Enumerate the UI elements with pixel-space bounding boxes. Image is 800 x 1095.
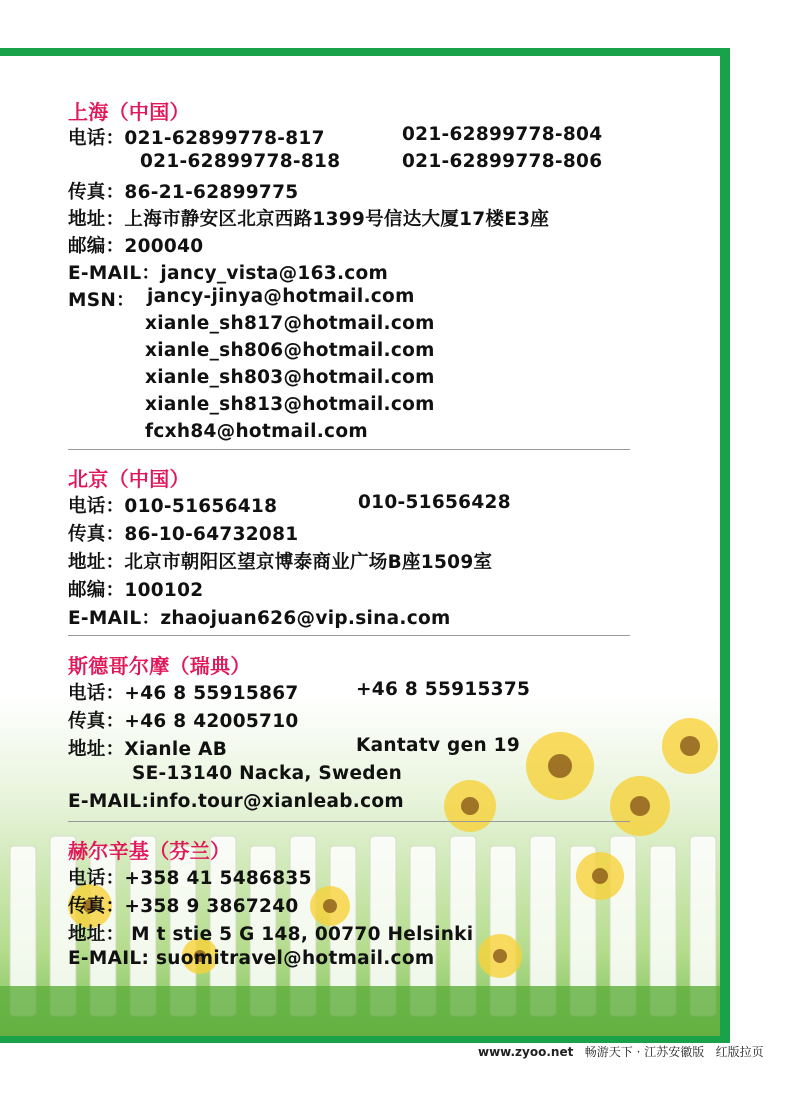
helsinki-fax: 传真：+358 9 3867240 bbox=[68, 896, 299, 917]
shanghai-fax: 传真：86-21-62899775 bbox=[68, 182, 299, 203]
stockholm-email: E-MAIL:info.tour@xianleab.com bbox=[68, 791, 404, 812]
helsinki-title: 赫尔辛基（芬兰） bbox=[68, 839, 231, 863]
tel-label: 电话： bbox=[68, 496, 125, 517]
stockholm-address-row bbox=[68, 735, 227, 761]
beijing-fax: 传真：86-10-64732081 bbox=[68, 524, 299, 545]
beijing-tel-1: 010-51656418 bbox=[124, 496, 278, 517]
divider bbox=[68, 821, 630, 822]
shanghai-tel-1: 021-62899778-817 bbox=[124, 128, 325, 149]
shanghai-msn-5: xianle_sh813@hotmail.com bbox=[145, 394, 435, 415]
beijing-address: 地址：北京市朝阳区望京博泰商业广场B座1509室 bbox=[68, 552, 493, 573]
footer-url: www.zyoo.net bbox=[478, 1045, 574, 1059]
divider bbox=[68, 635, 630, 636]
shanghai-msn-2: xianle_sh817@hotmail.com bbox=[145, 313, 435, 334]
shanghai-tel-3: 021-62899778-818 bbox=[140, 151, 341, 172]
shanghai-tel-row bbox=[68, 124, 325, 150]
content-panel bbox=[0, 56, 720, 1036]
helsinki-tel: 电话：+358 41 5486835 bbox=[68, 868, 312, 889]
stockholm-address-2: Kantatv gen 19 bbox=[356, 735, 521, 756]
page-footer bbox=[478, 1043, 764, 1060]
beijing-title: 北京（中国） bbox=[68, 467, 190, 491]
stockholm-tel-row bbox=[68, 679, 299, 705]
address-label: 地址： bbox=[68, 739, 125, 760]
shanghai-msn-4: xianle_sh803@hotmail.com bbox=[145, 367, 435, 388]
shanghai-msn-label: MSN： bbox=[68, 290, 135, 311]
stockholm-tel-1: +46 8 55915867 bbox=[124, 683, 299, 704]
beijing-tel-2: 010-51656428 bbox=[358, 492, 511, 513]
shanghai-tel-2: 021-62899778-804 bbox=[402, 124, 603, 145]
shanghai-msn-1: jancy-jinya@hotmail.com bbox=[147, 286, 415, 307]
beijing-postcode: 邮编：100102 bbox=[68, 580, 204, 601]
shanghai-postcode: 邮编：200040 bbox=[68, 236, 204, 257]
shanghai-email: E-MAIL：jancy_vista@163.com bbox=[68, 263, 389, 284]
shanghai-tel-4: 021-62899778-806 bbox=[402, 151, 603, 172]
shanghai-title: 上海（中国） bbox=[68, 100, 190, 124]
tel-label: 电话： bbox=[68, 683, 125, 704]
stockholm-address-1: Xianle AB bbox=[124, 739, 228, 760]
helsinki-address: 地址： M t stie 5 G 148, 00770 Helsinki bbox=[68, 924, 474, 945]
shanghai-msn-3: xianle_sh806@hotmail.com bbox=[145, 340, 435, 361]
tel-label: 电话： bbox=[68, 128, 125, 149]
shanghai-msn-6: fcxh84@hotmail.com bbox=[145, 421, 368, 442]
beijing-email: E-MAIL：zhaojuan626@vip.sina.com bbox=[68, 608, 451, 629]
shanghai-address: 地址：上海市静安区北京西路1399号信达大厦17楼E3座 bbox=[68, 209, 550, 230]
beijing-tel-row bbox=[68, 492, 277, 518]
contact-list bbox=[0, 56, 720, 1036]
stockholm-fax: 传真：+46 8 42005710 bbox=[68, 711, 299, 732]
stockholm-tel-2: +46 8 55915375 bbox=[356, 679, 531, 700]
divider bbox=[68, 449, 630, 450]
helsinki-email: E-MAIL: suomitravel@hotmail.com bbox=[68, 948, 435, 969]
footer-text: 畅游天下 · 江苏安徽版 红版拉页 bbox=[584, 1045, 764, 1059]
stockholm-address-3: SE-13140 Nacka, Sweden bbox=[132, 763, 403, 784]
stockholm-title: 斯德哥尔摩（瑞典） bbox=[68, 654, 251, 678]
